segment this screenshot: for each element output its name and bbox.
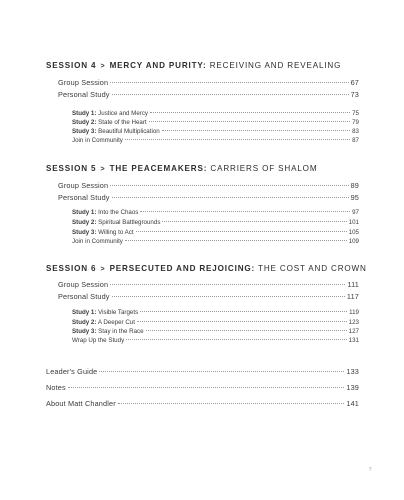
leader-dots xyxy=(99,371,344,372)
leader-dots xyxy=(150,112,350,113)
session-6-block xyxy=(46,263,367,276)
leader-dots xyxy=(68,387,345,388)
leader-dots xyxy=(162,130,350,131)
leader-dots xyxy=(125,240,347,241)
toc-entry-study[interactable]: Study 1: Visible Targets 119 xyxy=(72,309,359,316)
toc-entry-leaders-guide[interactable]: Leader's Guide 133 xyxy=(46,367,359,376)
leader-dots xyxy=(125,139,350,140)
toc-entry-study[interactable]: Study 1: Into the Chaos 97 xyxy=(72,209,359,216)
session-5-block xyxy=(46,163,359,176)
toc-entry-group-session[interactable]: Group Session 89 xyxy=(58,181,359,190)
toc-entry-study[interactable]: Study 2: State of the Heart 79 xyxy=(72,119,359,126)
leader-dots xyxy=(140,211,350,212)
session-heading: SESSION 5 > THE PEACEMAKERS: CARRIERS OF SHALOM xyxy=(46,164,318,173)
toc-entry-join-community[interactable]: Join in Community 87 xyxy=(72,137,359,144)
toc-entry-join-community[interactable]: Join in Community 109 xyxy=(72,238,359,245)
toc-entry-group-session[interactable]: Group Session 111 xyxy=(58,280,359,289)
arrow-icon: > xyxy=(100,63,106,70)
toc-entry-personal-study[interactable]: Personal Study 117 xyxy=(58,292,359,301)
leader-dots xyxy=(140,311,347,312)
toc-entry-study[interactable]: Study 3: Willing to Act 105 xyxy=(72,229,359,236)
leader-dots xyxy=(136,231,347,232)
toc-entry-study[interactable]: Study 3: Stay in the Race 127 xyxy=(72,328,359,335)
toc-entry-study[interactable]: Study 2: Spiritual Battlegrounds 101 xyxy=(72,219,359,226)
arrow-icon: > xyxy=(100,166,106,173)
toc-entry-personal-study[interactable]: Personal Study 73 xyxy=(58,90,359,99)
page-number: 7 xyxy=(369,468,372,473)
leader-dots xyxy=(118,403,345,404)
leader-dots xyxy=(149,121,350,122)
toc-entry-wrap-up[interactable]: Wrap Up the Study 131 xyxy=(72,337,359,344)
toc-entry-study[interactable]: Study 2: A Deeper Cut 123 xyxy=(72,319,359,326)
session-4-block xyxy=(46,60,359,73)
toc-entry-group-session[interactable]: Group Session 67 xyxy=(58,78,359,87)
session-heading: SESSION 4 > MERCY AND PURITY: RECEIVING AND REVEALING xyxy=(46,61,342,70)
toc-entry-personal-study[interactable]: Personal Study 95 xyxy=(58,193,359,202)
leader-dots xyxy=(126,339,347,340)
toc-entry-about-author[interactable]: About Matt Chandler 141 xyxy=(46,399,359,408)
toc-entry-study[interactable]: Study 3: Beautiful Multiplication 83 xyxy=(72,128,359,135)
leader-dots xyxy=(112,296,345,297)
leader-dots xyxy=(110,82,348,83)
table-of-contents xyxy=(46,0,367,500)
leader-dots xyxy=(146,330,347,331)
leader-dots xyxy=(162,221,346,222)
leader-dots xyxy=(112,94,349,95)
leader-dots xyxy=(112,197,349,198)
session-heading: SESSION 6 > PERSECUTED AND REJOICING: THE COST AND CROWN xyxy=(46,264,367,273)
toc-entry-notes[interactable]: Notes 139 xyxy=(46,383,359,392)
leader-dots xyxy=(110,185,348,186)
leader-dots xyxy=(110,284,345,285)
leader-dots xyxy=(137,321,347,322)
toc-entry-study[interactable]: Study 1: Justice and Mercy 75 xyxy=(72,110,359,117)
arrow-icon: > xyxy=(100,266,106,273)
